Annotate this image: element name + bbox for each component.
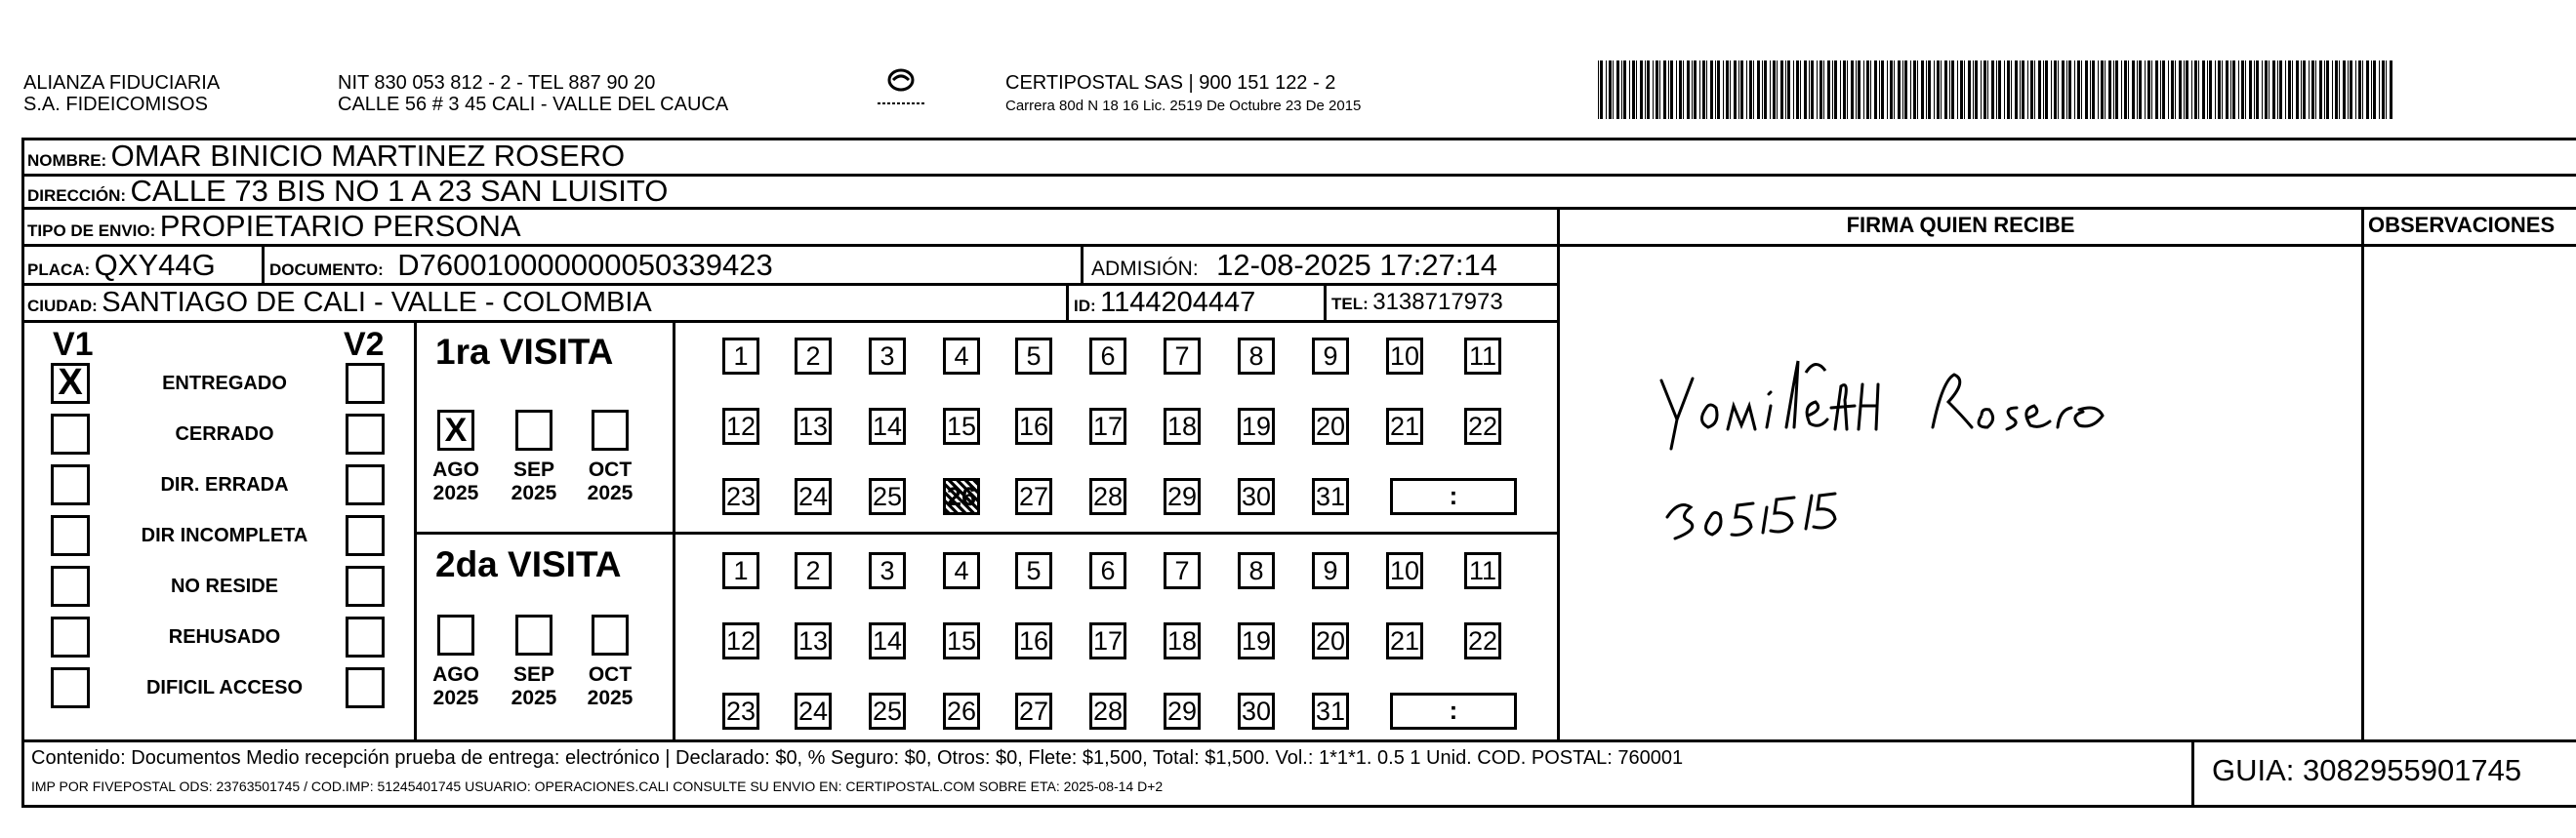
- day-checkbox[interactable]: 10: [1386, 552, 1423, 589]
- day-checkbox[interactable]: 3: [869, 338, 906, 375]
- carrier-name: CERTIPOSTAL SAS | 900 151 122 - 2: [1005, 72, 1336, 94]
- v1-checkbox[interactable]: X: [51, 363, 90, 404]
- direccion-row: [27, 174, 668, 209]
- status-label: ENTREGADO: [162, 373, 287, 394]
- day-checkbox[interactable]: 30: [1238, 693, 1275, 730]
- day-checkbox[interactable]: 27: [1015, 693, 1052, 730]
- v2-checkbox[interactable]: [346, 464, 385, 505]
- day-checkbox[interactable]: 9: [1312, 338, 1349, 375]
- tel-label: TEL:: [1331, 295, 1369, 313]
- day-checkbox[interactable]: 11: [1464, 552, 1501, 589]
- month-checkbox[interactable]: X: [437, 410, 474, 451]
- day-checkbox[interactable]: 31: [1312, 478, 1349, 515]
- day-checkbox[interactable]: 29: [1164, 478, 1201, 515]
- day-checkbox[interactable]: 13: [795, 622, 832, 659]
- day-checkbox[interactable]: 12: [722, 408, 759, 445]
- ciudad-label: CIUDAD:: [27, 297, 98, 315]
- v2-checkbox[interactable]: [346, 617, 385, 658]
- day-checkbox[interactable]: 25: [869, 478, 906, 515]
- ciudad-row: [27, 287, 652, 319]
- day-checkbox[interactable]: 17: [1089, 622, 1126, 659]
- observaciones-header: OBSERVACIONES: [2368, 213, 2556, 237]
- month-label: AGO 2025: [432, 663, 479, 709]
- month-checkbox[interactable]: [592, 615, 629, 656]
- v2-checkbox[interactable]: [346, 566, 385, 607]
- day-checkbox[interactable]: 7: [1164, 338, 1201, 375]
- day-checkbox[interactable]: 28: [1089, 693, 1126, 730]
- day-checkbox[interactable]: 26: [943, 478, 980, 515]
- status-label: DIFICIL ACCESO: [145, 677, 303, 698]
- day-checkbox[interactable]: 20: [1312, 622, 1349, 659]
- day-checkbox[interactable]: 27: [1015, 478, 1052, 515]
- day-checkbox[interactable]: 20: [1312, 408, 1349, 445]
- day-checkbox[interactable]: 19: [1238, 408, 1275, 445]
- direccion-value: CALLE 73 BIS NO 1 A 23 SAN LUISITO: [130, 174, 669, 208]
- visit2-title: 2da VISITA: [435, 544, 622, 584]
- day-checkbox[interactable]: 6: [1089, 552, 1126, 589]
- id-row: [1074, 287, 1255, 319]
- company-subtitle: S.A. FIDEICOMISOS: [23, 94, 208, 115]
- admision-row: [1091, 248, 1497, 283]
- day-checkbox[interactable]: 1: [722, 338, 759, 375]
- carrier-address: Carrera 80d N 18 16 Lic. 2519 De Octubre 23 De 2015: [1005, 98, 1362, 114]
- nombre-value: OMAR BINICIO MARTINEZ ROSERO: [110, 139, 626, 173]
- ciudad-value: SANTIAGO DE CALI - VALLE - COLOMBIA: [102, 287, 652, 318]
- time-box[interactable]: :: [1390, 478, 1517, 515]
- barcode: [1598, 60, 2392, 119]
- carrier-logo-icon: [872, 64, 930, 115]
- day-checkbox[interactable]: 29: [1164, 693, 1201, 730]
- tel-row: [1331, 289, 1503, 316]
- v1-checkbox[interactable]: [51, 566, 90, 607]
- day-checkbox[interactable]: 15: [943, 622, 980, 659]
- day-checkbox[interactable]: 11: [1464, 338, 1501, 375]
- tipo-envio-value: PROPIETARIO PERSONA: [159, 209, 521, 243]
- month-checkbox[interactable]: [437, 615, 474, 656]
- day-checkbox[interactable]: 24: [795, 478, 832, 515]
- footer-impression: IMP POR FIVEPOSTAL ODS: 23763501745 / COD.IMP: 51245401745 USUARIO: OPERACIONES.CALI CONSULTE SU ENVIO EN: CERTIPOSTAL.COM SOBRE ETA: 2025-08-14 D+2: [31, 778, 1164, 794]
- v2-checkbox[interactable]: [346, 667, 385, 708]
- month-checkbox[interactable]: [515, 410, 552, 451]
- month-label: SEP 2025: [511, 663, 557, 709]
- visit1-title: 1ra VISITA: [435, 332, 614, 372]
- day-checkbox[interactable]: 5: [1015, 338, 1052, 375]
- id-value: 1144204447: [1100, 287, 1256, 318]
- day-checkbox[interactable]: 6: [1089, 338, 1126, 375]
- day-checkbox[interactable]: 10: [1386, 338, 1423, 375]
- day-checkbox[interactable]: 17: [1089, 408, 1126, 445]
- day-checkbox[interactable]: 12: [722, 622, 759, 659]
- v2-checkbox[interactable]: [346, 363, 385, 404]
- day-checkbox[interactable]: 23: [722, 478, 759, 515]
- v1-checkbox[interactable]: [51, 667, 90, 708]
- day-checkbox[interactable]: 8: [1238, 552, 1275, 589]
- day-checkbox[interactable]: 2: [795, 552, 832, 589]
- documento-value: D760010000000050339423: [397, 248, 773, 282]
- time-box[interactable]: :: [1390, 693, 1517, 730]
- day-checkbox[interactable]: 16: [1015, 622, 1052, 659]
- placa-label: PLACA:: [27, 260, 91, 279]
- day-checkbox[interactable]: 14: [869, 622, 906, 659]
- month-checkbox[interactable]: [592, 410, 629, 451]
- month-label: SEP 2025: [511, 459, 557, 504]
- v2-checkbox[interactable]: [346, 515, 385, 556]
- tipo-envio-row: [27, 209, 521, 244]
- day-checkbox[interactable]: 23: [722, 693, 759, 730]
- status-label: DIR. ERRADA: [160, 474, 289, 496]
- nombre-label: NOMBRE:: [27, 151, 107, 170]
- day-checkbox[interactable]: 4: [943, 338, 980, 375]
- day-checkbox[interactable]: 31: [1312, 693, 1349, 730]
- status-label: NO RESIDE: [170, 576, 279, 597]
- day-checkbox[interactable]: 7: [1164, 552, 1201, 589]
- day-checkbox[interactable]: 3: [869, 552, 906, 589]
- day-checkbox[interactable]: 22: [1464, 408, 1501, 445]
- status-label: CERRADO: [175, 423, 274, 445]
- day-checkbox[interactable]: 26: [943, 693, 980, 730]
- month-checkbox[interactable]: [515, 615, 552, 656]
- v1-checkbox[interactable]: [51, 414, 90, 455]
- placa-row: [27, 248, 216, 283]
- month-label: OCT 2025: [587, 663, 634, 709]
- company-name: ALIANZA FIDUCIARIA: [23, 72, 221, 94]
- documento-label: DOCUMENTO:: [269, 260, 384, 279]
- month-label: AGO 2025: [432, 459, 479, 504]
- month-label: OCT 2025: [587, 459, 634, 504]
- v1-checkbox[interactable]: [51, 515, 90, 556]
- day-checkbox[interactable]: 19: [1238, 622, 1275, 659]
- day-checkbox[interactable]: 18: [1164, 622, 1201, 659]
- status-label: REHUSADO: [168, 626, 281, 648]
- day-checkbox[interactable]: 28: [1089, 478, 1126, 515]
- day-checkbox[interactable]: 16: [1015, 408, 1052, 445]
- day-checkbox[interactable]: 8: [1238, 338, 1275, 375]
- day-checkbox[interactable]: 25: [869, 693, 906, 730]
- day-checkbox[interactable]: 22: [1464, 622, 1501, 659]
- id-label: ID:: [1074, 297, 1096, 315]
- tipo-envio-label: TIPO DE ENVIO:: [27, 221, 156, 240]
- day-checkbox[interactable]: 24: [795, 693, 832, 730]
- company-nit: NIT 830 053 812 - 2 - TEL 887 90 20: [338, 72, 656, 94]
- direccion-label: DIRECCIÓN:: [27, 186, 127, 205]
- day-checkbox[interactable]: 5: [1015, 552, 1052, 589]
- v2-checkbox[interactable]: [346, 414, 385, 455]
- admision-label: ADMISIÓN:: [1091, 258, 1199, 280]
- day-checkbox[interactable]: 21: [1386, 408, 1423, 445]
- day-checkbox[interactable]: 1: [722, 552, 759, 589]
- placa-value: QXY44G: [94, 248, 216, 282]
- documento-row: [269, 248, 773, 283]
- day-checkbox[interactable]: 21: [1386, 622, 1423, 659]
- tel-value: 3138717973: [1372, 289, 1503, 315]
- firma-header: FIRMA QUIEN RECIBE: [1846, 213, 2075, 237]
- status-label: DIR INCOMPLETA: [141, 525, 308, 546]
- v1-checkbox[interactable]: [51, 464, 90, 505]
- signature: [1650, 322, 2255, 576]
- company-address: CALLE 56 # 3 45 CALI - VALLE DEL CAUCA: [338, 94, 729, 115]
- v1-header: V1: [53, 326, 94, 363]
- v1-checkbox[interactable]: [51, 617, 90, 658]
- day-checkbox[interactable]: 2: [795, 338, 832, 375]
- day-checkbox[interactable]: 13: [795, 408, 832, 445]
- day-checkbox[interactable]: 15: [943, 408, 980, 445]
- footer-content: Contenido: Documentos Medio recepción prueba de entrega: electrónico | Declarado: $0, % Seguro: $0, Otros: $0, Flete: $1,500, Total: $1,500. Vol.: 1*1*1. 0.5 1 Unid. COD. POSTAL: 760001: [31, 747, 1684, 769]
- guia-number: GUIA: 3082955901745: [2212, 753, 2522, 787]
- nombre-row: [27, 139, 625, 174]
- day-checkbox[interactable]: 9: [1312, 552, 1349, 589]
- day-checkbox[interactable]: 30: [1238, 478, 1275, 515]
- v2-header: V2: [344, 326, 385, 363]
- admision-value: 12-08-2025 17:27:14: [1216, 248, 1497, 282]
- day-checkbox[interactable]: 14: [869, 408, 906, 445]
- day-checkbox[interactable]: 18: [1164, 408, 1201, 445]
- day-checkbox[interactable]: 4: [943, 552, 980, 589]
